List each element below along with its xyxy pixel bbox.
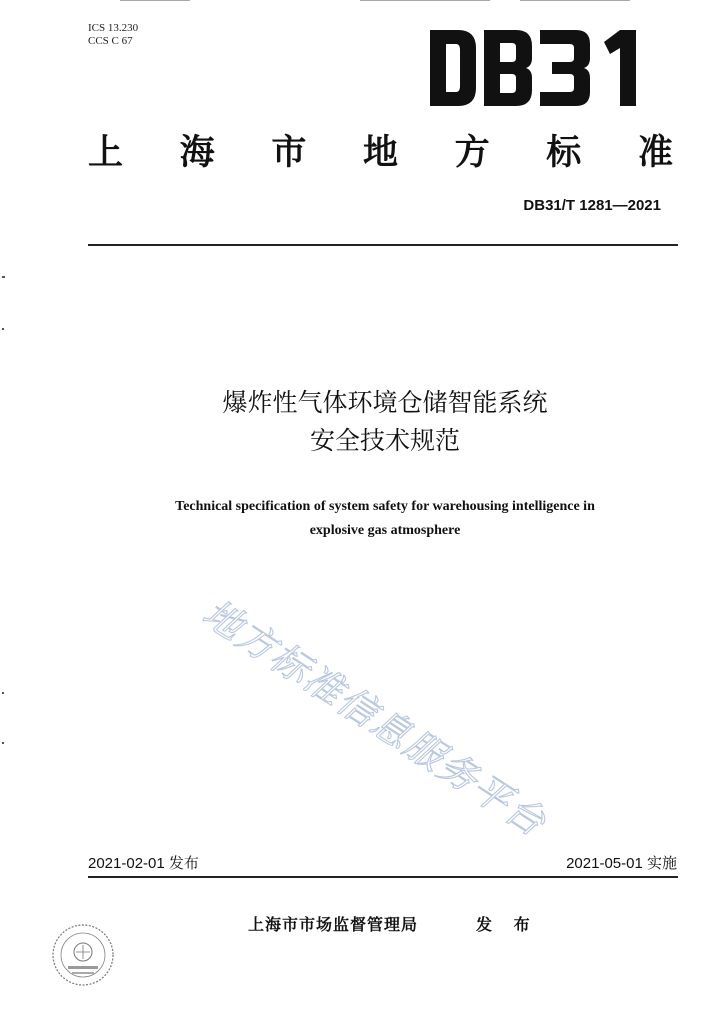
scan-artifact (2, 742, 4, 744)
header-divider (88, 244, 678, 246)
title-char: 市 (271, 133, 307, 173)
implementation-date: 2021-05-01 实施 (566, 855, 677, 872)
title-char: 方 (454, 133, 490, 173)
classification-codes (88, 22, 138, 48)
footer-divider (88, 876, 678, 878)
db31-logo (428, 28, 640, 108)
scan-artifact (360, 0, 490, 1)
main-title-cn-line1: 爆炸性气体环境仓储智能系统 (222, 388, 548, 417)
ics-code: ICS 13.230 (88, 22, 139, 34)
release-date: 2021-02-01 发布 (88, 855, 199, 872)
title-char: 准 (637, 133, 673, 173)
main-title-chinese (90, 384, 680, 460)
scan-artifact (120, 0, 190, 1)
document-category-title (88, 128, 673, 172)
scan-artifact (2, 276, 5, 278)
scan-artifact (520, 0, 630, 1)
certification-seal-icon (50, 922, 116, 988)
main-title-cn-line2: 安全技术规范 (309, 426, 460, 455)
scan-artifact (2, 692, 4, 694)
logo-text: DB31 (428, 28, 431, 29)
standard-number: DB31/T 1281—2021 (523, 197, 661, 214)
title-char: 标 (546, 133, 582, 173)
main-title-en-line2: explosive gas atmosphere (309, 523, 461, 538)
main-title-en-line1: Technical specification of system safety for warehousing intelligence in (175, 499, 595, 514)
scan-artifact (2, 328, 4, 330)
title-char: 地 (362, 133, 398, 173)
title-char: 海 (179, 133, 215, 173)
ccs-code: CCS C 67 (88, 35, 133, 47)
issuing-authority: 上海市市场监督管理局 (248, 915, 419, 934)
title-char: 上 (88, 133, 124, 173)
main-title-english (100, 495, 670, 543)
watermark (190, 580, 610, 880)
issue-label: 发 布 (476, 915, 538, 934)
watermark-text: 地方标准信息服务平台 (195, 590, 555, 846)
